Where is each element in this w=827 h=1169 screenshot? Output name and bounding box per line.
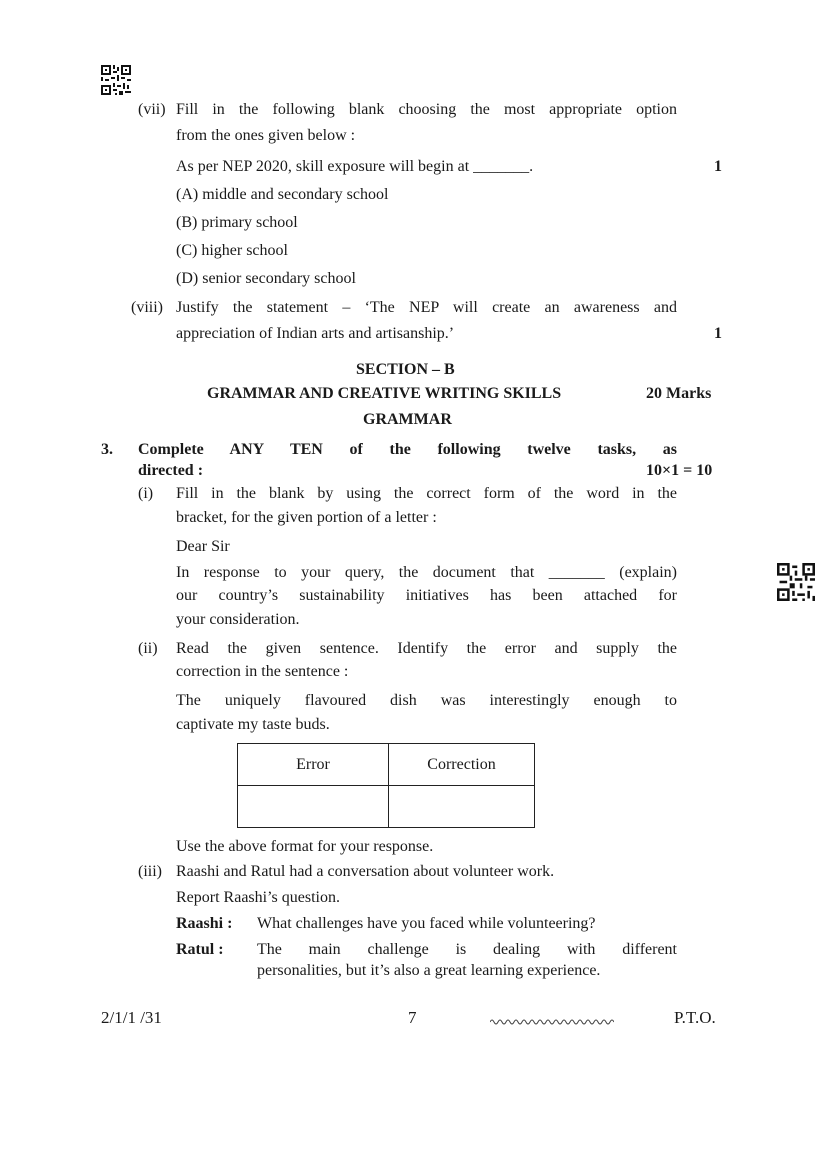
page-number: 7 — [408, 1008, 417, 1027]
marks-label: 10×1 = 10 — [646, 462, 713, 479]
question-text: Report Raashi’s question. — [176, 889, 340, 906]
dialogue-line: What challenges have you faced while volunteering? — [257, 915, 596, 932]
question-text: directed : — [138, 462, 204, 479]
section-heading: GRAMMAR — [363, 411, 452, 428]
pto-label: P.T.O. — [674, 1008, 716, 1027]
marks-label: 1 — [714, 158, 722, 175]
question-text: Complete ANY TEN of the following twelve tasks, as — [138, 441, 677, 458]
speaker-name: Ratul : — [176, 941, 224, 958]
error-correction-table — [237, 743, 535, 828]
qr-code-side — [777, 563, 815, 601]
question-text: Read the given sentence. Identify the error and supply the — [176, 640, 677, 657]
table-cell-correction — [389, 786, 535, 828]
paper-code: 2/1/1 /31 — [101, 1008, 162, 1027]
section-marks: 20 Marks — [646, 385, 712, 402]
question-text: Fill in the blank by using the correct form of the word in the — [176, 485, 677, 502]
section-title: SECTION – B — [356, 361, 455, 378]
question-text: from the ones given below : — [176, 127, 356, 144]
question-number: 3. — [101, 441, 113, 458]
letter-salutation: Dear Sir — [176, 538, 230, 555]
option-a: (A) middle and secondary school — [176, 186, 389, 203]
dialogue-line: personalities, but it’s also a great learning experience. — [257, 962, 601, 979]
table-cell-error — [238, 786, 389, 828]
question-number: (iii) — [138, 863, 162, 880]
table-header-correction: Correction — [389, 744, 535, 786]
letter-body: In response to your query, the document that _______ (explain) — [176, 564, 677, 581]
qr-code-top — [101, 65, 131, 95]
question-number: (i) — [138, 485, 154, 502]
question-number: (vii) — [138, 101, 166, 118]
given-sentence: The uniquely flavoured dish was interestingly enough to — [176, 692, 677, 709]
question-text: Raashi and Ratul had a conversation about volunteer work. — [176, 863, 555, 880]
marks-label: 1 — [714, 325, 722, 342]
given-sentence: captivate my taste buds. — [176, 716, 330, 733]
option-c: (C) higher school — [176, 242, 288, 259]
question-text: Justify the statement – ‘The NEP will create an awareness and — [176, 299, 677, 316]
option-d: (D) senior secondary school — [176, 270, 356, 287]
speaker-name: Raashi : — [176, 915, 233, 932]
question-text: correction in the sentence : — [176, 663, 349, 680]
table-header-error: Error — [238, 744, 389, 786]
question-text: appreciation of Indian arts and artisanship.’ — [176, 325, 455, 342]
question-text: bracket, for the given portion of a letter : — [176, 509, 437, 526]
option-b: (B) primary school — [176, 214, 298, 231]
letter-body: your consideration. — [176, 611, 300, 628]
question-stem: As per NEP 2020, skill exposure will begin at _______. — [176, 158, 534, 175]
letter-body: our country’s sustainability initiatives has been attached for — [176, 587, 677, 604]
question-number: (viii) — [131, 299, 163, 316]
format-note: Use the above format for your response. — [176, 838, 434, 855]
dialogue-line: The main challenge is dealing with different — [257, 941, 677, 958]
question-text: Fill in the following blank choosing the most appropriate option — [176, 101, 677, 118]
question-number: (ii) — [138, 640, 158, 657]
section-subtitle: GRAMMAR AND CREATIVE WRITING SKILLS — [207, 385, 562, 402]
security-squiggle — [490, 1017, 614, 1027]
